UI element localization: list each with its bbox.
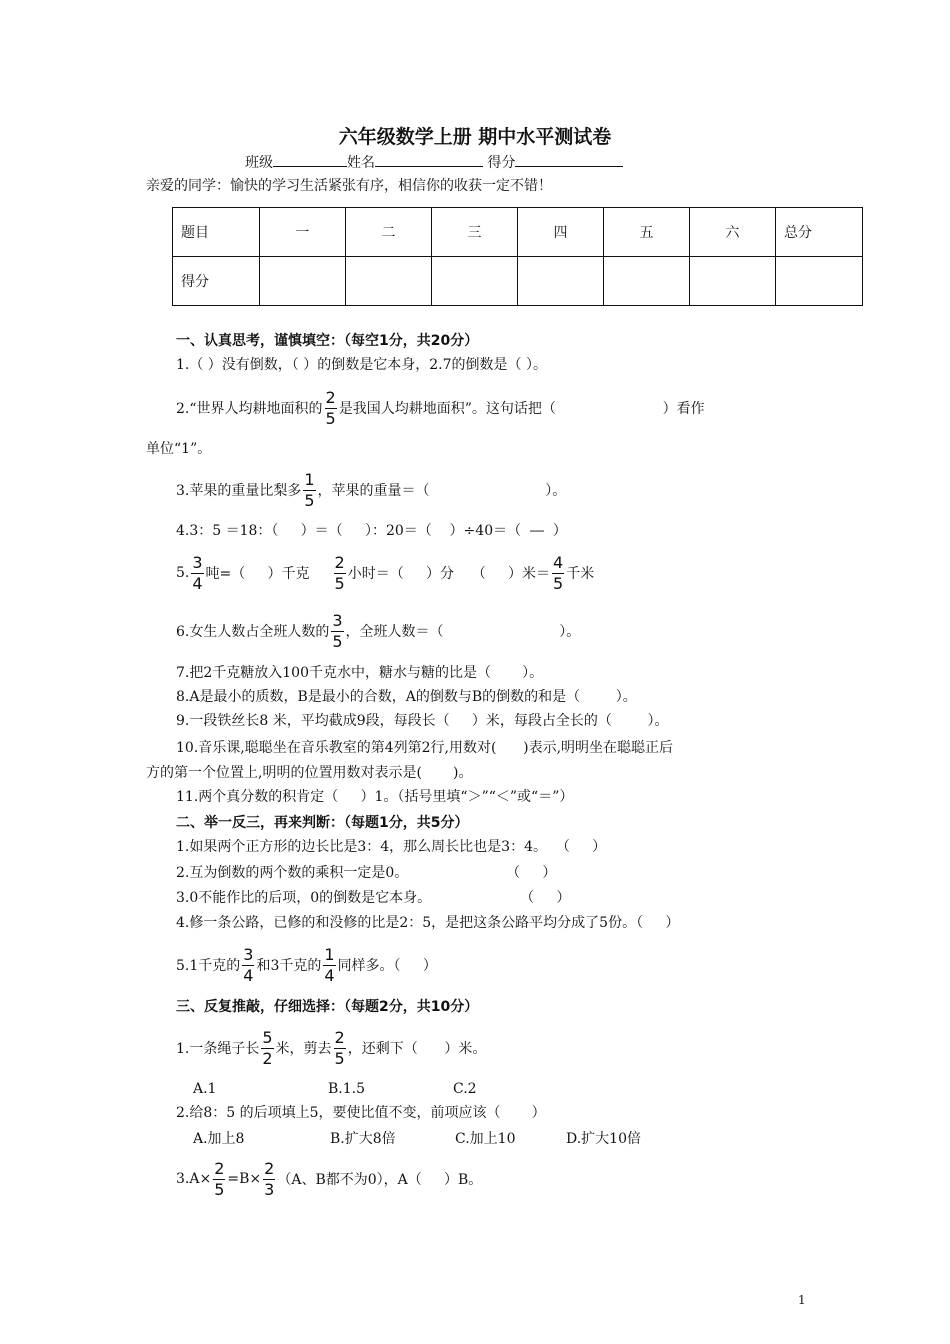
s2-q5-text-c: 同样多。（ ） [337,958,437,974]
score-cell[interactable] [431,257,517,306]
s3-q3-text-b: =B× [227,1171,262,1187]
numerator: 1 [324,944,335,964]
denominator: 5 [553,573,564,593]
score-table-score-row [173,257,863,306]
fraction [261,1027,273,1068]
section-2-heading: 二、举一反三，再来判断：（每题1分，共5分） [176,815,469,831]
s3-q1-option-c[interactable]: C.2 [453,1081,477,1097]
denominator: 4 [192,573,203,593]
denominator: 5 [334,1048,345,1068]
s1-question-11: 11.两个真分数的积肯定（ ）1。（括号里填“＞”“＜”或“＝”） [176,789,574,805]
score-table-header: 四 [517,208,603,257]
fraction [334,1027,346,1068]
s1-question-6 [176,609,580,653]
denominator: 5 [325,408,336,428]
score-table-header-row [173,208,863,257]
s2-q5-text-b: 和3千克的 [256,958,322,974]
fraction [331,610,343,651]
s3-q2-option-a[interactable]: A.加上8 [193,1131,245,1147]
score-label: 得分 [487,155,516,171]
score-table-header: 二 [345,208,431,257]
s1-question-8: 8.A是最小的质数，B是最小的合数，A的倒数与B的倒数的和是（ ）。 [176,689,637,705]
fraction [242,944,254,985]
score-cell[interactable] [603,257,689,306]
s1-question-4: 4.3：5 ＝18：（ ）＝（ ）：20＝（ ）÷40＝（ ― ） [176,523,567,539]
score-table-header: 总分 [776,208,863,257]
name-label: 姓名 [347,155,375,171]
denominator: 5 [334,573,345,593]
score-cell[interactable] [345,257,431,306]
score-table-header: 六 [690,208,776,257]
s1-q5-text-b: 吨=（ ）千克 [205,566,310,582]
s1-question-7: 7.把2千克糖放入100千克水中，糖水与糖的比是（ ）。 [176,665,544,681]
s1-q5-text-d: 千米 [566,566,595,582]
s1-question-2 [176,386,705,430]
s3-q1-text-a: 1.一条绳子长 [176,1041,260,1057]
s2-question-5 [176,943,437,987]
s1-question-3 [176,468,566,512]
s3-q1-text-b: 米，剪去 [275,1041,332,1057]
s3-question-2: 2.给8：5 的后项填上5，要使比值不变，前项应该（ ） [176,1105,546,1121]
numerator: 2 [325,387,336,407]
score-cell[interactable] [259,257,345,306]
fraction [303,469,315,510]
s1-q10-continuation: 方的第一个位置上,明明的位置用数对表示是( )。 [146,765,473,781]
score-table-header: 题目 [173,208,260,257]
section-1-heading: 一、认真思考，谨慎填空：（每空1分，共20分） [176,333,479,349]
s3-q1-option-a[interactable]: A.1 [193,1081,217,1097]
s3-q3-text-c: （A、B都不为0），A（ ）B。 [277,1172,483,1188]
s1-q5-text-c: 小时＝（ ）分 （ ）米＝ [347,566,551,582]
name-field[interactable] [375,150,483,167]
s3-q3-text-a: 3.A× [176,1171,212,1187]
score-table-header: 三 [431,208,517,257]
s1-q3-text-a: 3.苹果的重量比梨多 [176,483,302,499]
section-3-heading: 三、反复推敲，仔细选择：（每题2分，共10分） [176,999,479,1015]
page-number: 1 [798,1293,806,1307]
fraction [263,1158,275,1199]
s3-q1-text-c: ，还剩下（ ）米。 [347,1041,487,1057]
class-field[interactable] [273,150,347,167]
s1-q2-continuation: 单位“1”。 [146,441,212,457]
denominator: 5 [214,1179,225,1199]
page-title: 六年级数学上册 期中水平测试卷 [338,126,612,148]
s1-q6-text-b: ，全班人数＝（ ）。 [345,624,581,640]
numerator: 2 [264,1158,275,1178]
score-row-label: 得分 [173,257,260,306]
s2-question-2: 2.互为倒数的两个数的乘积一定是0。 （ ） [176,865,557,881]
fraction [191,552,203,593]
numerator: 3 [192,552,203,572]
score-table-header: 一 [259,208,345,257]
s1-q5-text-a: 5. [176,565,190,581]
fraction [323,944,335,985]
score-cell[interactable] [776,257,863,306]
student-info-line [245,150,623,174]
score-table [172,207,863,306]
fraction [325,387,337,428]
denominator: 2 [262,1048,273,1068]
s1-question-9: 9.一段铁丝长8 米，平均截成9段，每段长（ ）米，每段占全长的（ ）。 [176,713,669,729]
numerator: 3 [243,944,254,964]
s1-q3-text-b: ，苹果的重量＝（ ）。 [317,483,567,499]
s1-question-1: 1.（ ）没有倒数，（ ）的倒数是它本身，2.7的倒数是（ ）。 [176,357,547,373]
denominator: 4 [324,965,335,985]
class-label: 班级 [245,155,273,171]
score-field[interactable] [515,150,623,167]
score-cell[interactable] [517,257,603,306]
numerator: 3 [332,610,343,630]
score-table-header: 五 [603,208,689,257]
numerator: 2 [214,1158,225,1178]
numerator: 4 [553,552,564,572]
denominator: 5 [332,631,343,651]
s1-q6-text-a: 6.女生人数占全班人数的 [176,624,330,640]
s3-question-3 [176,1157,482,1201]
s1-q2-text-b: 是我国人均耕地面积”。这句话把（ ）看作 [338,401,705,417]
s1-q2-text-a: 2.“世界人均耕地面积的 [176,401,323,417]
numerator: 2 [334,552,345,572]
s3-q1-option-b[interactable]: B.1.5 [328,1081,366,1097]
greeting: 亲爱的同学：愉快的学习生活紧张有序，相信你的收获一定不错！ [146,178,552,194]
denominator: 4 [243,965,254,985]
s1-question-10: 10.音乐课,聪聪坐在音乐教室的第4列第2行,用数对( )表示,明明坐在聪聪正后 [176,740,674,756]
score-cell[interactable] [690,257,776,306]
s2-question-4: 4.修一条公路，已修的和没修的比是2：5，是把这条公路平均分成了5份。（ ） [176,915,680,931]
numerator: 1 [304,469,315,489]
fraction [334,552,346,593]
numerator: 2 [334,1027,345,1047]
s3-q2-option-c[interactable]: C.加上10 [455,1131,516,1147]
numerator: 5 [262,1027,273,1047]
s3-q2-option-b[interactable]: B.扩大8倍 [330,1131,396,1147]
s2-question-1: 1.如果两个正方形的边长比是3：4，那么周长比也是3：4。 （ ） [176,839,607,855]
s3-q2-option-d[interactable]: D.扩大10倍 [566,1131,641,1147]
s2-question-3: 3.0不能作比的后项，0的倒数是它本身。 （ ） [176,890,571,906]
denominator: 5 [304,490,315,510]
fraction [213,1158,225,1199]
denominator: 3 [264,1179,275,1199]
s2-q5-text-a: 5.1千克的 [176,958,241,974]
s1-question-5 [176,551,594,595]
fraction [552,552,564,593]
s3-question-1 [176,1026,486,1070]
